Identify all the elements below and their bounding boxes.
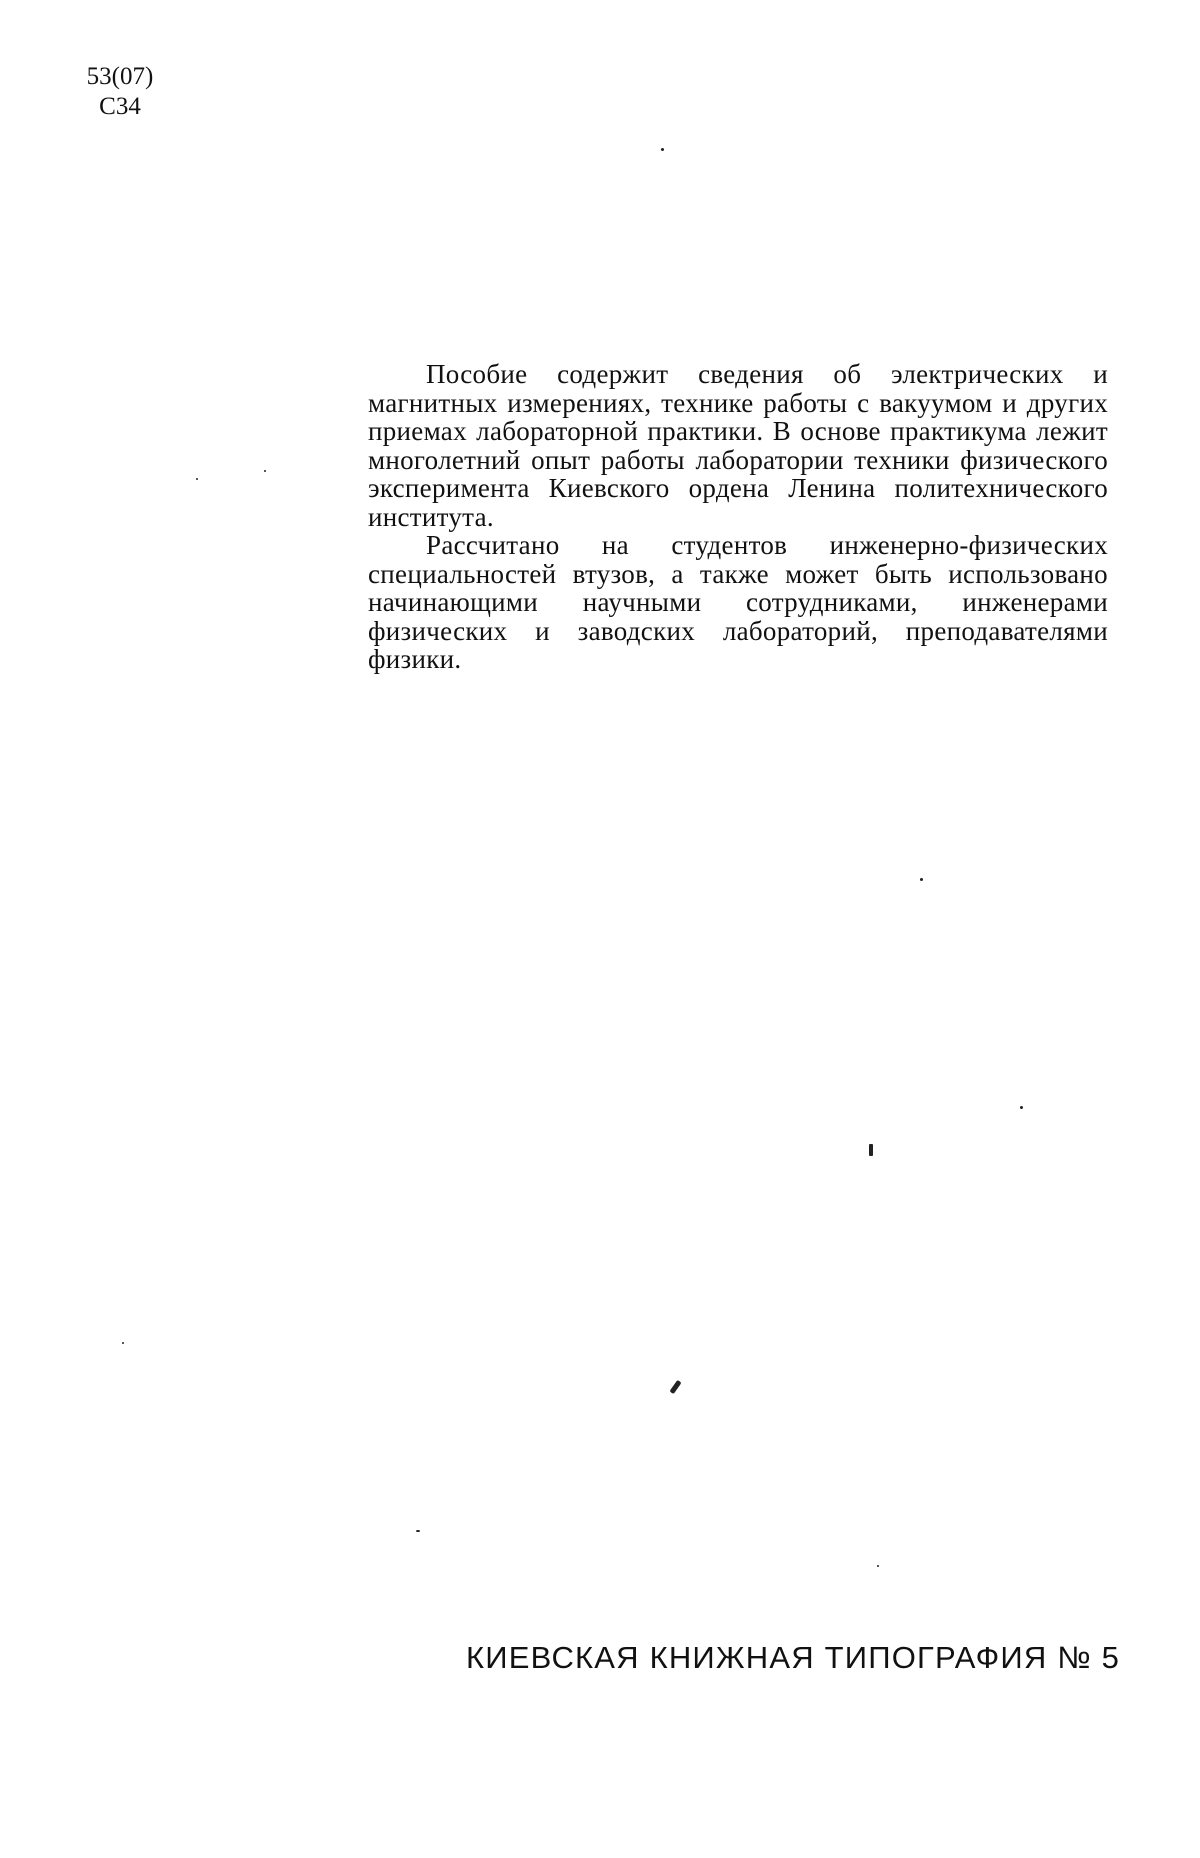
annotation-paragraph: Рассчитано на студентов инженерно-физических специальностей втузов, а также может быть использовано начинающими научными сотрудниками, инженерами физических и заводских лабораторий, преподавателями физики.	[368, 530, 1108, 674]
printer-imprint: КИЕВСКАЯ КНИЖНАЯ ТИПОГРАФИЯ № 5	[466, 1640, 1121, 1675]
scan-speck	[669, 1380, 681, 1394]
udc-index: 53(07)	[86, 63, 154, 90]
scan-speck	[920, 878, 923, 881]
scan-speck	[877, 1565, 879, 1567]
scan-speck	[661, 148, 664, 151]
classification-block	[70, 62, 170, 122]
scan-speck	[196, 478, 198, 480]
annotation-paragraph: Пособие содержит сведения об электрических и магнитных измерениях, технике работы с вакуумом и других приемах лабораторной практики. В основе практикума лежит многолетний опыт работы лаборатории техники физического эксперимента Киевского ордена Ленина политехнического института.	[368, 359, 1108, 532]
scan-speck	[122, 1342, 124, 1344]
scan-speck	[416, 1530, 420, 1532]
scan-speck	[1020, 1106, 1023, 1109]
library-code: С34	[99, 93, 141, 120]
scan-speck	[869, 1144, 873, 1156]
annotation	[368, 360, 1108, 674]
scan-speck	[264, 470, 266, 472]
